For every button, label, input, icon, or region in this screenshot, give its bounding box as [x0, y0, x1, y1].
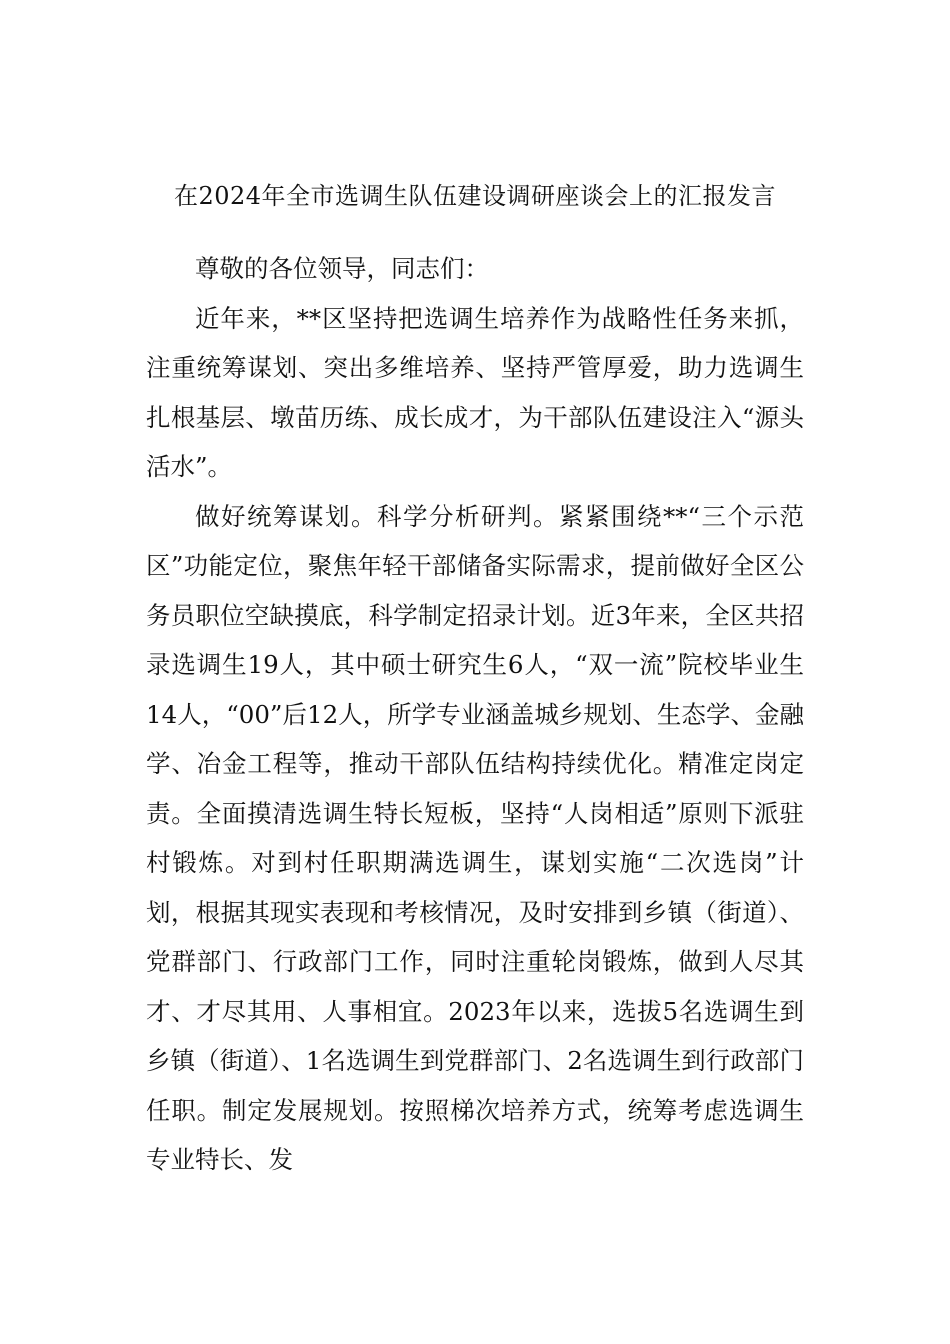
- salutation-paragraph: 尊敬的各位领导，同志们：: [195, 254, 489, 283]
- planning-paragraph: 做好统筹谋划。科学分析研判。紧紧围绕**“三个示范区”功能定位，聚焦年轻干部储备实际需求，提前做好全区公务员职位空缺摸底，科学制定招录计划。近3年来，全区共招录选调生19人，其中硕士研究生6人，“双一流”院校毕业生14人，“00”后12人，所学专业涵盖城乡规划、生态学、金融学、冶金工程等，推动干部队伍结构持续优化。精准定岗定责。全面摸清选调生特长短板，坚持“人岗相适”原则下派驻村锻炼。对到村任职期满选调生，谋划实施“二次选岗”计划，根据其现实表现和考核情况，及时安排到乡镇（街道）、党群部门、行政部门工作，同时注重轮岗锻炼，做到人尽其才、才尽其用、人事相宜。2023年以来，选拔5名选调生到乡镇（街道）、1名选调生到党群部门、2名选调生到行政部门任职。制定发展规划。按照梯次培养方式，统筹考虑选调生专业特长、发: [146, 501, 804, 1174]
- document-body: [146, 244, 804, 1185]
- intro-paragraph: 近年来，**区坚持把选调生培养作为战略性任务来抓，注重统筹谋划、突出多维培养、坚持严管厚爱，助力选调生扎根基层、墩苗历练、成长成才，为干部队伍建设注入“源头活水”。: [146, 303, 804, 481]
- document-title: 在2024年全市选调生队伍建设调研座谈会上的汇报发言: [173, 182, 777, 211]
